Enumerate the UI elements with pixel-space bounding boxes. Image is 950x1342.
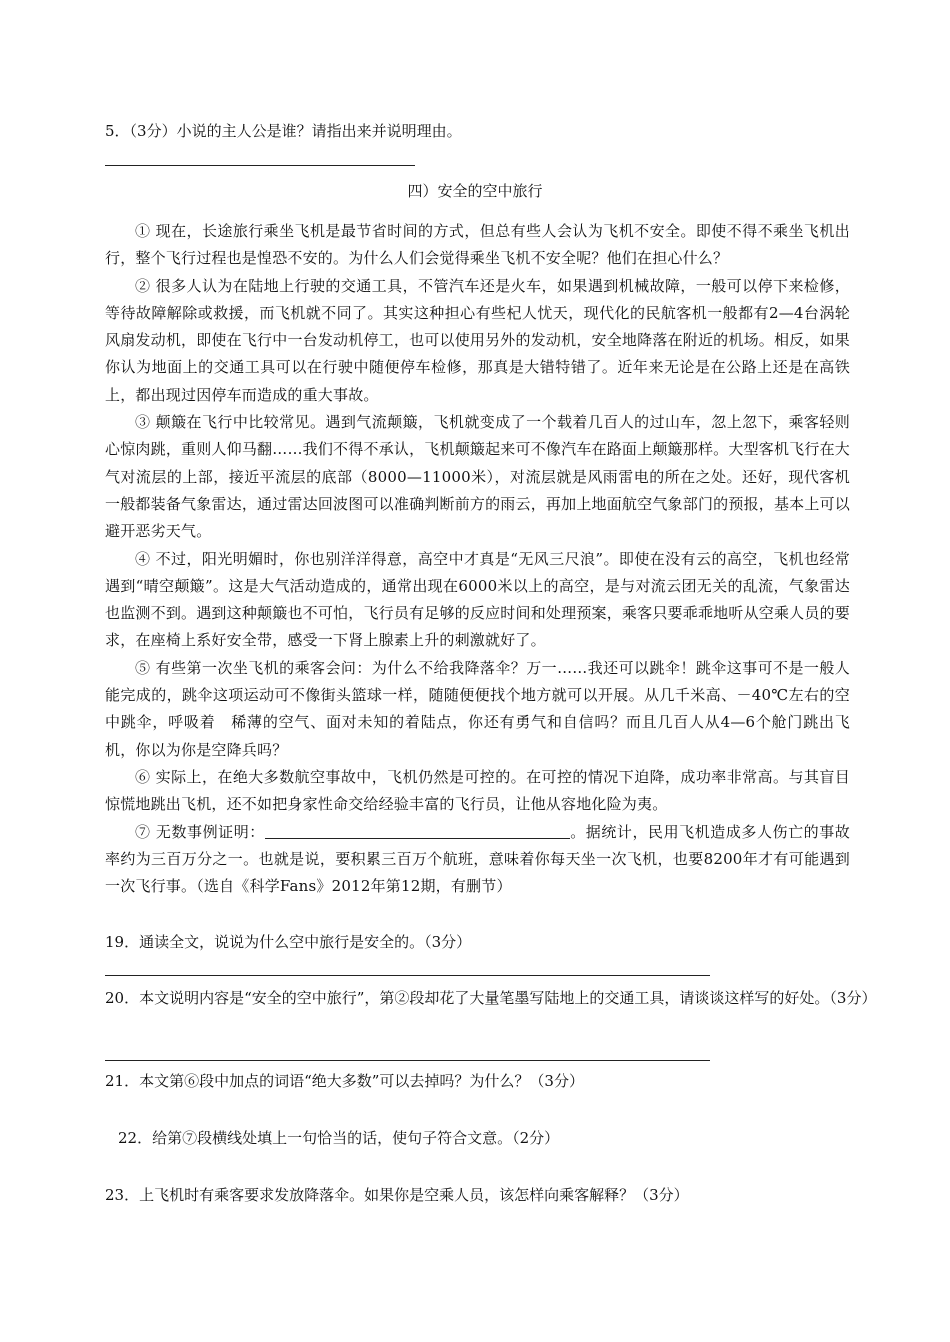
paragraph-7-rest: 。据统计，民用飞机造成多人伤亡的事故率约为三百万分之一。也就是说，要积累三百万个航班，意味着你每天坐一次飞机，也要8200年才有可能遇到一次飞行事。（选自《科学Fans》2012年第12期，有删节） xyxy=(105,822,850,896)
question-23: 23．上飞机时有乘客要求发放降落伞。如果你是空乘人员，该怎样向乘客解释？（3分） xyxy=(105,1186,689,1204)
paragraph-4: ④ 不过，阳光明媚时，你也别洋洋得意，高空中才真是“无风三尺浪”。即使在没有云的高空，飞机也经常遇到“晴空颠簸”。这是大气活动造成的，通常出现在6000米以上的高空，是与对流云团无关的乱流，气象雷达也监测不到。遇到这种颠簸也不可怕，飞行员有足够的反应时间和处理预案，乘客只要乖乖地听从空乘人员的要求，在座椅上系好安全带，感受一下肾上腺素上升的刺激就好了。 xyxy=(105,549,850,650)
question-20: 20．本文说明内容是“安全的空中旅行”，第②段却花了大量笔墨写陆地上的交通工具，请谈谈这样写的好处。（3分） xyxy=(105,989,877,1007)
answer-line-q19 xyxy=(105,975,710,976)
fill-in-blank xyxy=(265,820,570,839)
paragraph-7 xyxy=(105,819,850,901)
question-5: 5．（3分）小说的主人公是谁？请指出来并说明理由。 xyxy=(105,122,462,140)
answer-line-q5 xyxy=(105,165,415,166)
paragraph-6: ⑥ 实际上，在绝大多数航空事故中，飞机仍然是可控的。在可控的情况下迫降，成功率非常高。与其盲目惊慌地跳出飞机，还不如把身家性命交给经验丰富的飞行员，让他从容地化险为夷。 xyxy=(105,767,850,814)
paragraph-2: ② 很多人认为在陆地上行驶的交通工具，不管汽车还是火车，如果遇到机械故障，一般可以停下来检修，等待故障解除或救援，而飞机就不同了。其实这种担心有些杞人忧天，现代化的民航客机一般都有2—4台涡轮风扇发动机，即使在飞行中一台发动机停工，也可以使用另外的发动机，安全地降落在附近的机场。相反，如果你认为地面上的交通工具可以在行驶中随便停车检修，那真是大错特错了。近年来无论是在公路上还是在高铁上，都出现过因停车而造成的重大事故。 xyxy=(105,276,850,404)
answer-line-q20 xyxy=(105,1060,710,1061)
paragraph-1: ① 现在，长途旅行乘坐飞机是最节省时间的方式，但总有些人会认为飞机不安全。即使不得不乘坐飞机出行，整个飞行过程也是惶恐不安的。为什么人们会觉得乘坐飞机不安全呢？他们在担心什么？ xyxy=(105,222,850,268)
question-19: 19．通读全文，说说为什么空中旅行是安全的。（3分） xyxy=(105,933,472,951)
article-title: 四）安全的空中旅行 xyxy=(407,182,543,200)
question-21: 21．本文第⑥段中加点的词语“绝大多数”可以去掉吗？为什么？（3分） xyxy=(105,1072,584,1090)
paragraph-7-lead: ⑦ 无数事例证明： xyxy=(135,822,265,841)
paragraph-5: ⑤ 有些第一次坐飞机的乘客会问：为什么不给我降落伞？万一……我还可以跳伞！跳伞这事可不是一般人能完成的，跳伞这项运动可不像街头篮球一样，随随便便找个地方就可以开展。从几千米高、－40℃左右的空中跳伞，呼吸着 稀薄的空气、面对未知的着陆点，你还有勇气和自信吗？而且几百人从4—6个舱门跳出飞机，你以为你是空降兵吗？ xyxy=(105,658,850,759)
question-22: 22．给第⑦段横线处填上一句恰当的话，使句子符合文意。（2分） xyxy=(118,1129,560,1147)
paragraph-3: ③ 颠簸在飞行中比较常见。遇到气流颠簸，飞机就变成了一个载着几百人的过山车，忽上忽下，乘客轻则心惊肉跳，重则人仰马翻……我们不得不承认，飞机颠簸起来可不像汽车在路面上颠簸那样。大型客机飞行在大气对流层的上部，接近平流层的底部（8000—11000米），对流层就是风雨雷电的所在之处。还好，现代客机一般都装备气象雷达，通过雷达回波图可以准确判断前方的雨云，再加上地面航空气象部门的预报，基本上可以避开恶劣天气。 xyxy=(105,413,850,541)
article-body xyxy=(105,218,850,900)
